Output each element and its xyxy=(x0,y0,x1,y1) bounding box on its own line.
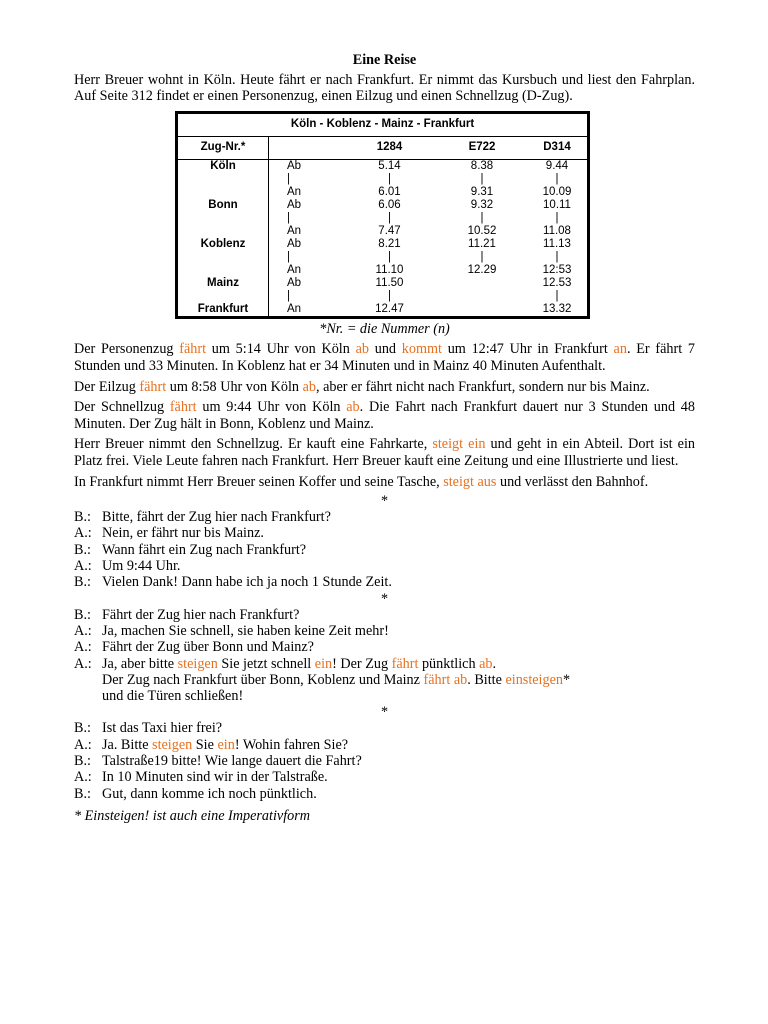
timetable xyxy=(175,111,590,319)
dialog-line xyxy=(74,769,695,785)
dialog-line xyxy=(74,737,695,753)
text-fragment: um 12:47 Uhr in Frankfurt xyxy=(441,341,614,358)
departure-time: 12.53 xyxy=(542,276,572,289)
dialog-line xyxy=(74,542,695,558)
time-cell xyxy=(342,238,437,277)
section-separator: * xyxy=(380,590,389,607)
connector-line: | xyxy=(388,250,391,263)
highlighted-verb: kommt xyxy=(401,341,442,358)
station-row xyxy=(177,199,589,238)
text-fragment: und verlässt den Bahnhof. xyxy=(496,473,649,490)
page-title: Eine Reise xyxy=(352,52,417,68)
departure-label: Ab xyxy=(287,237,302,250)
text-fragment: Herr Breuer nimmt den Schnellzug. Er kauft eine Fahrkarte, xyxy=(74,436,433,453)
connector-line: | xyxy=(555,211,559,224)
highlighted-verb: ab xyxy=(355,341,369,358)
dialog-line xyxy=(74,509,695,525)
speaker-label: B.: xyxy=(74,574,91,591)
text-fragment: pünktlich xyxy=(418,655,480,672)
text-fragment: . Er fährt 7 Stunden und 33 Minuten. In Koblenz hat er 34 Minuten und in Mainz 40 Minuten Aufenthalt. xyxy=(74,341,695,374)
dialog-continuation: und die Türen schließen! xyxy=(102,688,244,705)
connector-line: | xyxy=(287,211,290,224)
text-fragment: um 8:58 Uhr von Köln xyxy=(166,378,303,395)
station-name: Koblenz xyxy=(177,238,269,277)
time-cell xyxy=(437,199,527,238)
section-separator: * xyxy=(380,704,389,721)
dialog-line xyxy=(74,558,695,574)
time-cell xyxy=(437,238,527,277)
text-fragment: Der Zug nach Frankfurt über Bonn, Koblenz und Mainz xyxy=(102,671,424,688)
speaker-label: B.: xyxy=(74,720,91,737)
dialog-text: Gut, dann komme ich noch pünktlich. xyxy=(102,785,317,802)
time-cell xyxy=(527,199,589,238)
departure-time: 8.21 xyxy=(378,237,401,250)
station-row xyxy=(177,277,589,303)
highlighted-verb: steigen xyxy=(177,655,218,672)
connector-line: | xyxy=(555,172,559,185)
speaker-label: B.: xyxy=(74,785,91,802)
arrival-time: 9.31 xyxy=(470,185,494,198)
speaker-label: B.: xyxy=(74,606,91,623)
departure-time: 10.11 xyxy=(543,198,571,211)
arrival-time: 12:53 xyxy=(542,263,572,276)
connector-line: | xyxy=(480,211,484,224)
speaker-label: A.: xyxy=(74,558,92,575)
text-fragment: Der Personenzug xyxy=(74,341,180,358)
ab-an-labels xyxy=(269,277,343,303)
time-cell xyxy=(527,303,589,318)
station-name: Frankfurt xyxy=(177,303,269,318)
paragraph-breuer xyxy=(74,436,695,469)
dialog-line xyxy=(74,525,695,541)
connector-line: | xyxy=(388,289,391,302)
arrival-time: 11.10 xyxy=(375,263,404,276)
timetable-caption: Köln - Koblenz - Mainz - Frankfurt xyxy=(177,112,589,136)
text-fragment: Der Schnellzug xyxy=(74,399,170,416)
text-fragment: Ja, aber bitte xyxy=(102,655,178,672)
connector-line: | xyxy=(287,250,290,263)
time-cell xyxy=(437,303,527,318)
dialog-line xyxy=(74,639,695,655)
dialog-text xyxy=(102,656,695,672)
connector-line: | xyxy=(480,172,484,185)
paragraph-frankfurt xyxy=(74,474,695,491)
dialog-text: Fährt der Zug hier nach Frankfurt? xyxy=(102,606,300,623)
station-name: Bonn xyxy=(177,199,269,238)
ab-an-labels xyxy=(269,159,343,199)
dialog-text: Bitte, fährt der Zug hier nach Frankfurt? xyxy=(102,509,331,526)
departure-time: 9.44 xyxy=(545,159,569,172)
timetable-table xyxy=(175,111,590,319)
time-cell xyxy=(342,303,437,318)
intro-paragraph: Herr Breuer wohnt in Köln. Heute fährt er nach Frankfurt. Er nimmt das Kursbuch und liest den Fahrplan. Auf Seite 312 findet er einen Personenzug, einen Eilzug und einen Schnellzug (D-Zug). xyxy=(74,71,695,105)
text-fragment: um 9:44 Uhr von Köln xyxy=(196,399,347,416)
highlighted-verb: fährt xyxy=(139,378,167,395)
connector-line: | xyxy=(287,172,290,185)
departure-label: Ab xyxy=(287,198,302,211)
text-fragment: Der Eilzug xyxy=(74,378,140,395)
dialog-text: Talstraße19 bitte! Wie lange dauert die Fahrt? xyxy=(102,752,362,769)
station-name: Mainz xyxy=(177,277,269,303)
speaker-label: A.: xyxy=(74,622,92,639)
ab-an-labels xyxy=(269,238,343,277)
text-fragment: ! Der Zug xyxy=(332,655,392,672)
highlighted-verb: ab xyxy=(479,655,493,672)
time-cell xyxy=(527,159,589,199)
text-fragment: um 5:14 Uhr von Köln xyxy=(206,341,356,358)
station-name: Köln xyxy=(177,159,269,199)
arrival-label: An xyxy=(287,302,302,315)
arrival-time: 13.32 xyxy=(542,302,572,315)
highlighted-verb: ein xyxy=(217,736,235,753)
dialog-2 xyxy=(74,607,695,656)
footer-note: * Einsteigen! ist auch eine Imperativform xyxy=(74,807,311,824)
highlighted-verb: fährt xyxy=(391,655,419,672)
speaker-label: B.: xyxy=(74,752,91,769)
dialog-text: Ist das Taxi hier frei? xyxy=(102,720,223,737)
station-row xyxy=(177,238,589,277)
text-fragment: . xyxy=(492,655,497,672)
departure-time: 6.06 xyxy=(378,198,401,211)
column-header: Zug-Nr.* xyxy=(177,136,269,159)
dialog-text: Fährt der Zug über Bonn und Mainz? xyxy=(102,639,314,656)
departure-time: 5.14 xyxy=(378,159,401,172)
highlighted-verb: fährt ab xyxy=(423,671,468,688)
connector-line: | xyxy=(388,211,391,224)
speaker-label: A.: xyxy=(74,639,92,656)
paragraph-schnellzug xyxy=(74,399,695,432)
dialog-text: Um 9:44 Uhr. xyxy=(102,558,181,575)
highlighted-verb: steigt aus xyxy=(443,473,497,490)
ab-an-labels xyxy=(269,199,343,238)
dialog-text xyxy=(102,737,695,753)
arrival-label: An xyxy=(287,263,302,276)
station-row xyxy=(177,303,589,318)
highlighted-verb: fährt xyxy=(169,399,197,416)
paragraph-personenzug xyxy=(74,341,695,374)
text-fragment: Sie jetzt schnell xyxy=(217,655,315,672)
text-fragment: ! Wohin fahren Sie? xyxy=(234,736,349,753)
dialog-text: Vielen Dank! Dann habe ich ja noch 1 Stunde Zeit. xyxy=(102,574,392,591)
departure-time: 11.50 xyxy=(375,276,404,289)
speaker-label: A.: xyxy=(74,525,92,542)
time-cell xyxy=(527,238,589,277)
highlighted-verb: ab xyxy=(346,399,360,416)
speaker-label: B.: xyxy=(74,509,91,526)
train-number: 1284 xyxy=(342,136,437,159)
dialog-continuation xyxy=(74,672,695,688)
arrival-time: 6.01 xyxy=(378,185,401,198)
speaker-label: A.: xyxy=(74,736,92,753)
dialog-1 xyxy=(74,509,695,590)
departure-time: 11.21 xyxy=(468,237,496,250)
dialog-line xyxy=(74,753,695,769)
time-cell xyxy=(342,277,437,303)
arrival-time: 10.09 xyxy=(542,185,572,198)
arrival-time: 7.47 xyxy=(378,224,401,237)
arrival-label: An xyxy=(287,185,302,198)
dialog-text: In 10 Minuten sind wir in der Talstraße. xyxy=(102,769,328,786)
speaker-label: B.: xyxy=(74,541,91,558)
connector-line: | xyxy=(287,289,290,302)
time-cell xyxy=(342,159,437,199)
station-row xyxy=(177,159,589,199)
text-fragment: Sie xyxy=(192,736,218,753)
dialog-text: Nein, er fährt nur bis Mainz. xyxy=(102,525,264,542)
text-fragment: und xyxy=(368,341,402,358)
highlighted-verb: ein xyxy=(314,655,333,672)
time-cell xyxy=(527,277,589,303)
dialog-line xyxy=(74,786,695,802)
dialog-line xyxy=(74,574,695,590)
speaker-label: A.: xyxy=(74,769,92,786)
text-fragment: . Bitte xyxy=(467,671,506,688)
highlighted-verb: steigen xyxy=(152,736,193,753)
departure-time: 11.13 xyxy=(543,237,571,250)
speaker-label: A.: xyxy=(74,655,92,672)
text-fragment: , aber er fährt nicht nach Frankfurt, sondern nur bis Mainz. xyxy=(315,378,650,395)
dialog-text: Ja, machen Sie schnell, sie haben keine Zeit mehr! xyxy=(102,622,389,639)
column-header-blank xyxy=(269,136,343,159)
highlighted-verb: einsteigen xyxy=(505,671,563,688)
departure-label: Ab xyxy=(287,276,302,289)
dialog-line xyxy=(74,607,695,623)
arrival-time: 12.29 xyxy=(467,263,497,276)
train-number: D314 xyxy=(527,136,589,159)
highlighted-verb: steigt ein xyxy=(432,436,486,453)
train-number: E722 xyxy=(437,136,527,159)
arrival-time: 12.47 xyxy=(375,302,404,315)
highlighted-verb: fährt xyxy=(179,341,207,358)
time-cell xyxy=(437,277,527,303)
arrival-time: 10.52 xyxy=(467,224,497,237)
text-fragment: Ja. Bitte xyxy=(102,736,153,753)
connector-line: | xyxy=(388,172,391,185)
dialog-text: Wann fährt ein Zug nach Frankfurt? xyxy=(102,541,307,558)
departure-time: 8.38 xyxy=(470,159,494,172)
section-separator: * xyxy=(380,493,389,510)
number-footnote: *Nr. = die Nummer (n) xyxy=(319,320,450,337)
connector-line: | xyxy=(555,289,559,302)
text-fragment: und geht in ein Abteil. Dort ist ein Platz frei. Viele Leute fahren nach Frankfurt. Herr Breuer kauft eine Zeitung und eine Illustrierte und liest. xyxy=(74,436,696,469)
text-fragment: * xyxy=(563,671,571,688)
dialog-line xyxy=(74,720,695,736)
paragraph-eilzug xyxy=(74,379,695,396)
departure-time: 9.32 xyxy=(470,198,494,211)
time-cell xyxy=(342,199,437,238)
connector-line: | xyxy=(555,250,559,263)
document-page xyxy=(74,52,695,824)
dialog-line xyxy=(74,623,695,639)
departure-label: Ab xyxy=(287,159,302,172)
dialog-line xyxy=(74,656,695,672)
time-cell xyxy=(437,159,527,199)
ab-an-labels xyxy=(269,303,343,318)
arrival-label: An xyxy=(287,224,302,237)
connector-line: | xyxy=(480,250,484,263)
arrival-time: 11.08 xyxy=(543,224,571,237)
text-fragment: . Die Fahrt nach Frankfurt dauert nur 3 Stunden und 48 Minuten. Der Zug hält in Bonn, Koblenz und Mainz. xyxy=(74,399,695,432)
highlighted-verb: ab xyxy=(302,378,316,395)
dialog-3 xyxy=(74,720,695,801)
highlighted-verb: an xyxy=(613,341,627,358)
text-fragment: In Frankfurt nimmt Herr Breuer seinen Koffer und seine Tasche, xyxy=(74,473,444,490)
